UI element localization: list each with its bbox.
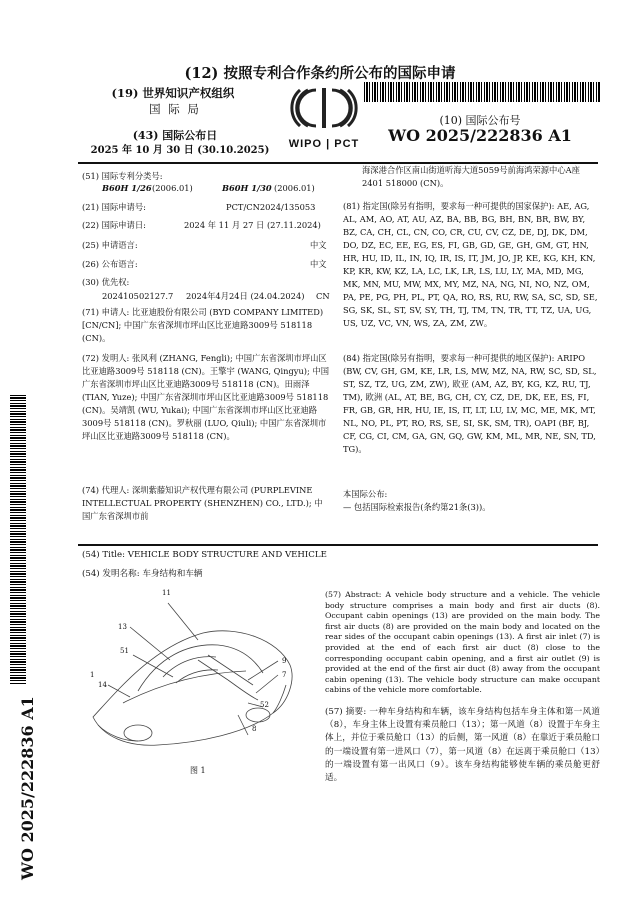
f30-date: 2024年4月24日 (24.04.2024) [186,291,305,301]
f25-label: (25) 申请语言: [82,240,138,250]
title-en: (54) Title: VEHICLE BODY STRUCTURE AND VEHICLE [82,550,327,560]
wipo-emblem-icon [278,82,370,134]
fig-label-51: 51 [120,647,129,655]
figure-caption: 图 1 [190,766,206,775]
abstract-zh: (57) 摘要: 一种车身结构和车辆，该车身结构包括车身主体和第一风道（8），车身主体上设置有乘员舱口（13）；第一风道（8）设置于车身主体上，并位于乘员舱口（13）的后侧，第一风道（8）在靠近于乘员舱口的一端设置有第一进风口（7），第一风道（8）在远离于乘员舱口（13）的一端设置有第一出风口（9）。该车身结构能够使车辆的乘员舱更舒适。 [325,707,600,784]
fig-label-1: 1 [90,671,95,679]
f51-ipc2: B60H 1/30 [222,183,272,193]
org-bureau: 国 际 局 [149,102,201,116]
org-name: (19) 世界知识产权组织 [111,86,235,100]
fig-label-13: 13 [118,623,127,631]
fig-label-14: 14 [98,681,107,689]
barcode-side [10,395,26,685]
pub-no-label: (10) 国际公布号 [439,114,521,127]
fig-label-8: 8 [252,725,257,733]
wipo-pct-text: WIPO | PCT [288,138,360,150]
f51-ipc1: B60H 1/26 [102,183,152,193]
f21-value: PCT/CN2024/135053 [226,202,316,212]
figure-1 [78,585,318,785]
agent-address-cont: 海深港合作区南山街道听海大道5059号前海鸿荣源中心A座2401 518000 (CN)。 [362,165,580,188]
f51-ipc1-date: (2006.01) [152,183,193,193]
f21-label: (21) 国际申请号: [82,202,146,212]
f72-inventors: (72) 发明人: 张风利 (ZHANG, Fengli); 中国广东省深圳市坪山区比亚迪路3009号 518118 (CN)。王擎宇 (WANG, Qingyu); 中国广东省深圳市坪山区比亚迪路3009号 518118 (CN)。田雨泽 (TIAN, Yuze); 中国广东省深圳市坪山区比亚迪路3009号 518118 (CN)。吴靖凯 (WU, Yukai); 中国广东省深圳市坪山区比亚迪路3009号 518118 (CN)。罗秋丽 (LUO, Qiuli); 中国广东省深圳市坪山区比亚迪路3009号 518118 (CN)。 [82,353,330,441]
f81-states: (81) 指定国(除另有指明，要求每一种可提供的国家保护): AE, AG, AL, AM, AO, AT, AU, AZ, BA, BB, BG, BH, BN, BR, BW, BY, BZ, CA, CH, CL, CN, CO, CR, CU, CV, CZ, DE, DJ, DK, DM, DO, DZ, EC, EE, EG, ES, FI, GB, GD, GE, GH, GM, GT, HN, HR, HU, ID, IL, IN, IQ, IR, IS, IT, JM, JO, JP, KE, KG, KH, KN, KP, KR, KW, KZ, LA, LC, LK, LR, LS, LU, LY, MA, MD, MG, MK, MN, MU, MW, MX, MY, MZ, NA, NG, NI, NO, NZ, OM, PA, PE, PG, PH, PL, PT, QA, RO, RS, RU, RW, SA, SC, SD, SE, SG, SK, SL, ST, SV, SY, TH, TJ, TM, TN, TR, TT, TZ, UA, UG, US, UZ, VC, VN, WS, ZA, ZM, ZW。 [343,201,598,328]
pub-date-label: (43) 国际公布日 [132,129,218,142]
f51-label: (51) 国际专利分类号: [82,171,163,181]
f22-label: (22) 国际申请日: [82,220,146,230]
abstract-en: (57) Abstract: A vehicle body structure and a vehicle. The vehicle body structure comprises a main body and first air ducts (8). Occupant cabin openings (13) are provided on the main body. The first air ducts (8) are provided on the main body and located on the rear sides of the occupant cabin openings (13). A first air inlet (7) is provided at the end of each first air duct (8) close to the corresponding occupant cabin opening, and a first air outlet (9) is provided at the end of the first air duct (8) away from the occupant cabin opening (13). The vehicle body structure can make occupant cabins of the vehicle more comfortable. [325,590,600,695]
f25-value: 中文 [310,240,327,250]
pub-date: 2025 年 10 月 30 日 (30.10.2025) [90,145,270,156]
fig-label-11: 11 [162,589,171,597]
fig-label-52: 52 [260,701,269,709]
wipo-logo [278,82,370,154]
f26-value: 中文 [310,259,327,269]
divider-mid [78,544,598,546]
f22-value: 2024 年 11 月 27 日 (27.11.2024) [184,220,321,230]
f30-country: CN [316,291,330,301]
pub-number: WO 2025/222836 A1 [388,126,572,145]
barcode-top [364,82,600,102]
f84-regions: (84) 指定国(除另有指明，要求每一种可提供的地区保护): ARIPO (BW, CV, GH, GM, KE, LR, LS, MW, MZ, NA, RW, SC, SD, SL, ST, SZ, TZ, UG, ZM, ZW), 欧亚 (AM, AZ, BY, KG, KZ, RU, TJ, TM), 欧洲 (AL, AT, BE, BG, CH, CY, CZ, DE, DK, EE, ES, FI, FR, GB, GR, HR, HU, IE, IS, IT, LT, LU, LV, MC, ME, MK, MT, NL, NO, PL, PT, RO, RS, SE, SI, SK, SM, TR), OAPI (BF, BJ, CF, CG, CI, CM, GA, GN, GQ, GW, KM, ML, MR, NE, SN, TD, TG)。 [343,353,597,454]
fig-label-9: 9 [282,657,287,665]
f30-number: 202410502127.7 [102,291,174,301]
f71-applicant: (71) 申请人: 比亚迪股份有限公司 (BYD COMPANY LIMITED) [CN/CN]; 中国广东省深圳市坪山区比亚迪路3009号 518118 (CN)。 [82,307,324,343]
vehicle-drawing [78,585,318,785]
document-title: (12) 按照专利合作条约所公布的国际申请 [184,65,456,82]
f74-agent: (74) 代理人: 深圳紫藤知识产权代理有限公司 (PURPLEVINE INTELLECTUAL PROPERTY (SHENZHEN) CO., LTD.); 中国广东省深圳市前 [82,485,323,521]
fig-label-7: 7 [282,671,287,679]
published-label: 本国际公布: [343,489,388,499]
published-item: — 包括国际检索报告(条约第21条(3))。 [343,502,491,512]
title-zh: (54) 发明名称: 车身结构和车辆 [82,569,203,579]
f30-label: (30) 优先权: [82,277,130,287]
f51-ipc2-date: (2006.01) [274,183,315,193]
f26-label: (26) 公布语言: [82,259,138,269]
side-pub-number: WO 2025/222836 A1 [18,696,37,880]
